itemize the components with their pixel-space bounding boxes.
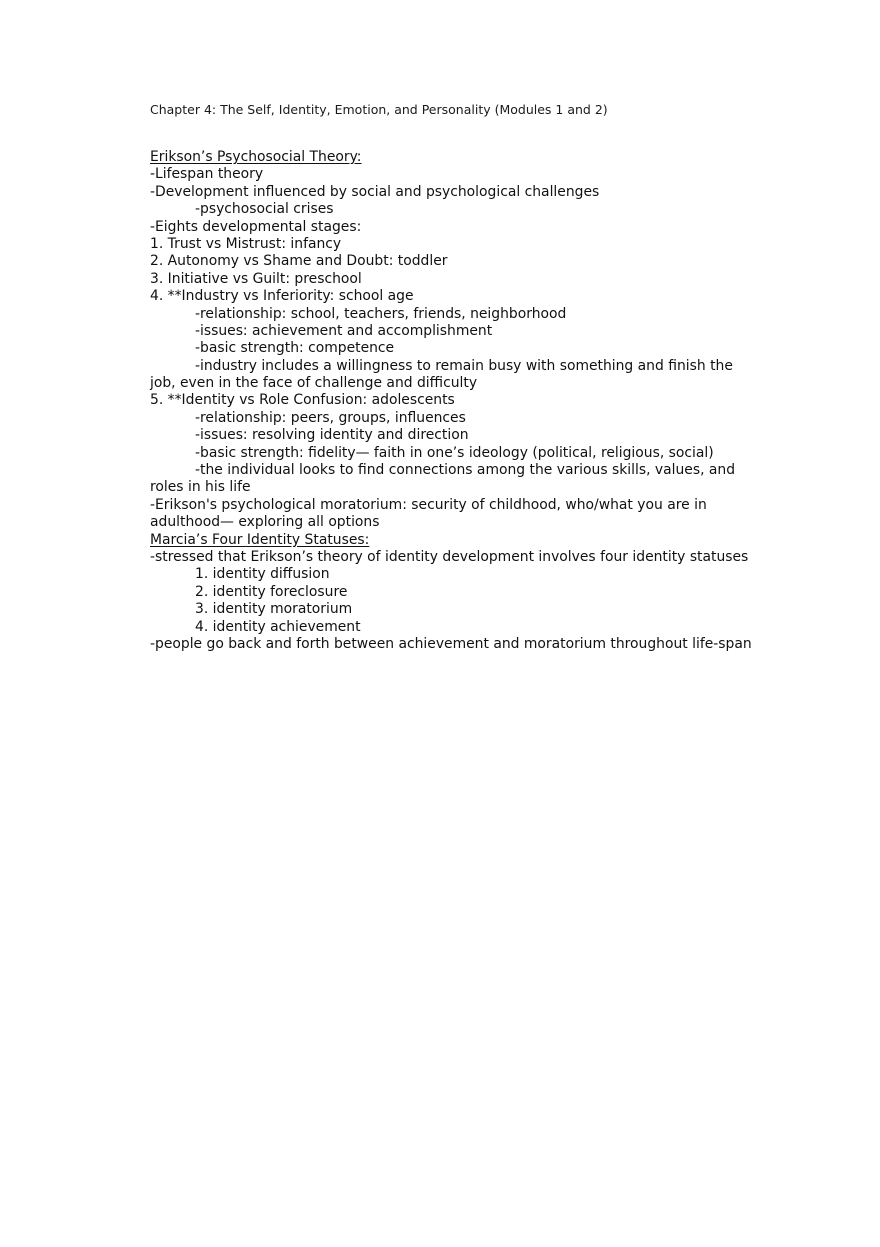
note-line: -Erikson's psychological moratorium: security of childhood, who/what you are in	[150, 496, 707, 513]
note-line-indented: -the individual looks to find connections among the various skills, values, and	[195, 462, 736, 479]
stage-item: 4. **Industry vs Inferiority: school age	[150, 288, 414, 305]
stage-item: 5. **Identity vs Role Confusion: adolescents	[150, 392, 455, 409]
erikson-heading: Erikson’s Psychosocial Theory:	[150, 149, 362, 165]
stage-item: 2. Autonomy vs Shame and Doubt: toddler	[150, 253, 448, 270]
note-line-indented: -industry includes a willingness to remain busy with something and finish the	[195, 357, 733, 374]
chapter-title: Chapter 4: The Self, Identity, Emotion, and Personality (Modules 1 and 2)	[150, 102, 608, 117]
note-line: -Eights developmental stages:	[150, 218, 362, 235]
status-item: 3. identity moratorium	[195, 601, 353, 618]
status-item: 4. identity achievement	[195, 618, 361, 635]
note-line-indented: -basic strength: competence	[195, 340, 395, 357]
note-line: -Development influenced by social and psychological challenges	[150, 183, 600, 200]
marcia-heading: Marcia’s Four Identity Statuses:	[150, 531, 370, 548]
note-line: -Lifespan theory	[150, 166, 264, 183]
note-line-indented: -relationship: peers, groups, influences	[195, 409, 466, 426]
note-line: -people go back and forth between achievement and moratorium throughout life-span	[150, 635, 752, 652]
note-line-indented: -issues: achievement and accomplishment	[195, 322, 493, 339]
note-line-indented: -relationship: school, teachers, friends, neighborhood	[195, 305, 567, 322]
status-item: 2. identity foreclosure	[195, 583, 348, 600]
stage-item: 1. Trust vs Mistrust: infancy	[150, 235, 342, 252]
note-line-indented: -issues: resolving identity and direction	[195, 427, 469, 444]
note-line: job, even in the face of challenge and difficulty	[150, 375, 478, 392]
note-line: adulthood— exploring all options	[150, 514, 380, 531]
notes-body	[150, 149, 750, 653]
note-line-indented: -basic strength: fidelity— faith in one’s ideology (political, religious, social)	[195, 444, 714, 461]
note-line: roles in his life	[150, 479, 251, 496]
status-item: 1. identity diffusion	[195, 566, 330, 583]
note-line: -stressed that Erikson’s theory of identity development involves four identity statuses	[150, 548, 749, 565]
note-line-indented: -psychosocial crises	[195, 201, 334, 218]
stage-item: 3. Initiative vs Guilt: preschool	[150, 270, 362, 287]
